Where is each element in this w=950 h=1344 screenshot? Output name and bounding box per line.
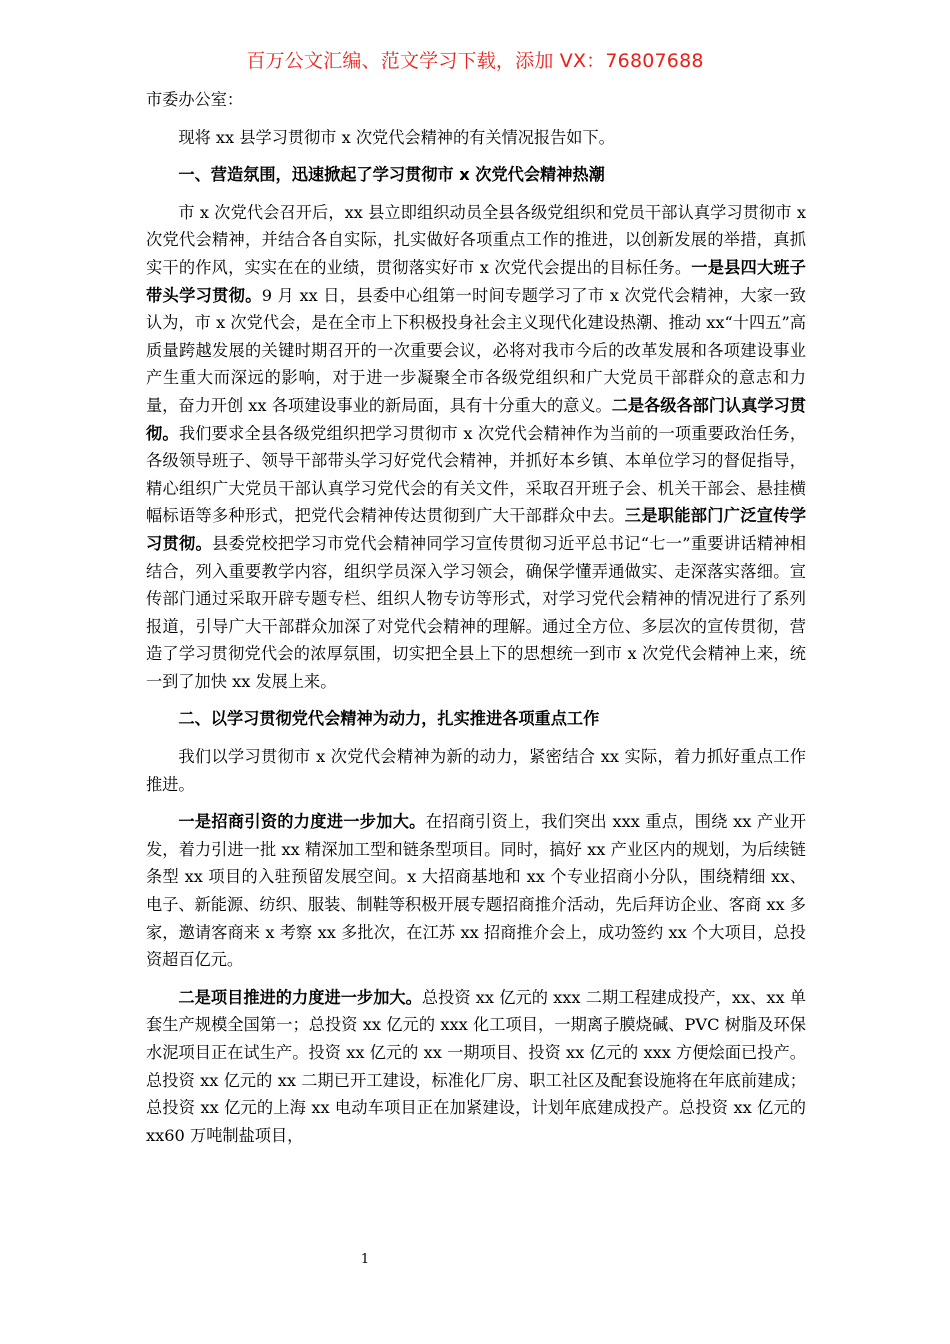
item-1-paragraph: [146, 808, 806, 974]
item-1-text: 在招商引资上，我们突出 xxx 重点，围绕 xx 产业开发，着力引进一批 xx 精深加工型和链条型项目。同时，搞好 xx 产业区内的规划，为后续链条型 xx 项目的入驻预留发展空间。x 大招商基地和 xx 个专业招商小分队，围绕精细 xx、电子、新能源、纺织、服装、制鞋等积极开展专题招商推介活动，先后拜访企业、客商 xx 多家，邀请客商来 x 考察 xx 多批次，在江苏 xx 招商推介会上，成功签约 xx 个大项目，总投资超百亿元。: [146, 812, 807, 970]
document-body: [146, 86, 806, 1149]
section-2-intro: 我们以学习贯彻市 x 次党代会精神为新的动力，紧密结合 xx 实际，着力抓好重点工作推进。: [146, 747, 806, 794]
section-1-text-d: 县委党校把学习市党代会精神同学习宣传贯彻习近平总书记“七一”重要讲话精神相结合，列入重要教学内容，组织学员深入学习领会，确保学懂弄通做实、走深落实落细。宣传部门通过采取开辟专题专栏、组织人物专访等形式，对学习党代会精神的情况进行了系列报道，引导广大干部群众加深了对党代会精神的理解。通过全方位、多层次的宣传贯彻，营造了学习贯彻党代会的浓厚氛围，切实把全县上下的思想统一到市 x 次党代会精神上来，统一到了加快 xx 发展上来。: [146, 533, 806, 691]
section-1-text-a: 市 x 次党代会召开后，xx 县立即组织动员全县各级党组织和党员干部认真学习贯彻市 x 次党代会精神，并结合各自实际，扎实做好各项重点工作的推进，以创新发展的举措，真抓实干的作风，实实在在的业绩，贯彻落实好市 x 次党代会提出的目标任务。: [146, 202, 806, 277]
section-1-point-2: 二是各级各部门认真学习贯彻。: [146, 395, 806, 443]
section-1-text-c: 我们要求全县各级党组织把学习贯彻市 x 次党代会精神作为当前的一项重要政治任务，各级领导班子、领导干部带头学习好党代会精神，并抓好本乡镇、本单位学习的督促指导，精心组织广大党员干部认真学习党代会的有关文件，采取召开班子会、机关干部会、悬挂横幅标语等多种形式，把党代会精神传达贯彻到广大干部群众中去。: [146, 423, 807, 526]
item-1-title: 一是招商引资的力度进一步加大。: [178, 812, 426, 832]
section-1-text-b: 9 月 xx 日，县委中心组第一时间专题学习了市 x 次党代会精神，大家一致认为，市 x 次党代会，是在全市上下积极投身社会主义现代化建设热潮、推动 xx“十四五”高质量跨越发展的关键时期召开的一次重要会议，必将对我市今后的改革发展和各项建设事业产生重大而深远的影响，对于进一步凝聚全市各级党组织和广大党员干部群众的意志和力量，奋力开创 xx 各项建设事业的新局面，具有十分重大的意义。: [146, 285, 806, 415]
section-1-point-1: 一是县四大班子带头学习贯彻。: [146, 257, 806, 305]
section-1-paragraph: [146, 199, 806, 696]
salutation: 市委办公室：: [146, 90, 244, 109]
page-number: 1: [360, 1252, 370, 1267]
intro-paragraph: 现将 xx 县学习贯彻市 x 次党代会精神的有关情况报告如下。: [178, 127, 615, 147]
item-2-paragraph: [146, 984, 806, 1150]
section-1-point-3: 三是职能部门广泛宣传学习贯彻。: [146, 506, 807, 553]
item-2-text: 总投资 xx 亿元的 xxx 二期工程建成投产，xx、xx 单套生产规模全国第一；总投资 xx 亿元的 xxx 化工项目，一期离子膜烧碱、PVC 树脂及环保水泥项目正在试生产。投资 xx 亿元的 xx 一期项目、投资 xx 亿元的 xxx 方便烩面已投产。总投资 xx 亿元的 xx 二期已开工建设，标准化厂房、职工社区及配套设施将在年底前建成；总投资 xx 亿元的上海 xx 电动车项目正在加紧建设，计划年底建成投产。总投资 xx 亿元的 xx60 万吨制盐项目，: [146, 987, 807, 1145]
watermark-header: 百万公文汇编、范文学习下载，添加 VX：76807688: [246, 50, 704, 72]
section-1-heading: 一、营造氛围，迅速掀起了学习贯彻市 x 次党代会精神热潮: [178, 165, 605, 185]
item-2-title: 二是项目推进的力度进一步加大。: [178, 987, 422, 1007]
section-2-heading: 二、以学习贯彻党代会精神为动力，扎实推进各项重点工作: [178, 709, 600, 729]
